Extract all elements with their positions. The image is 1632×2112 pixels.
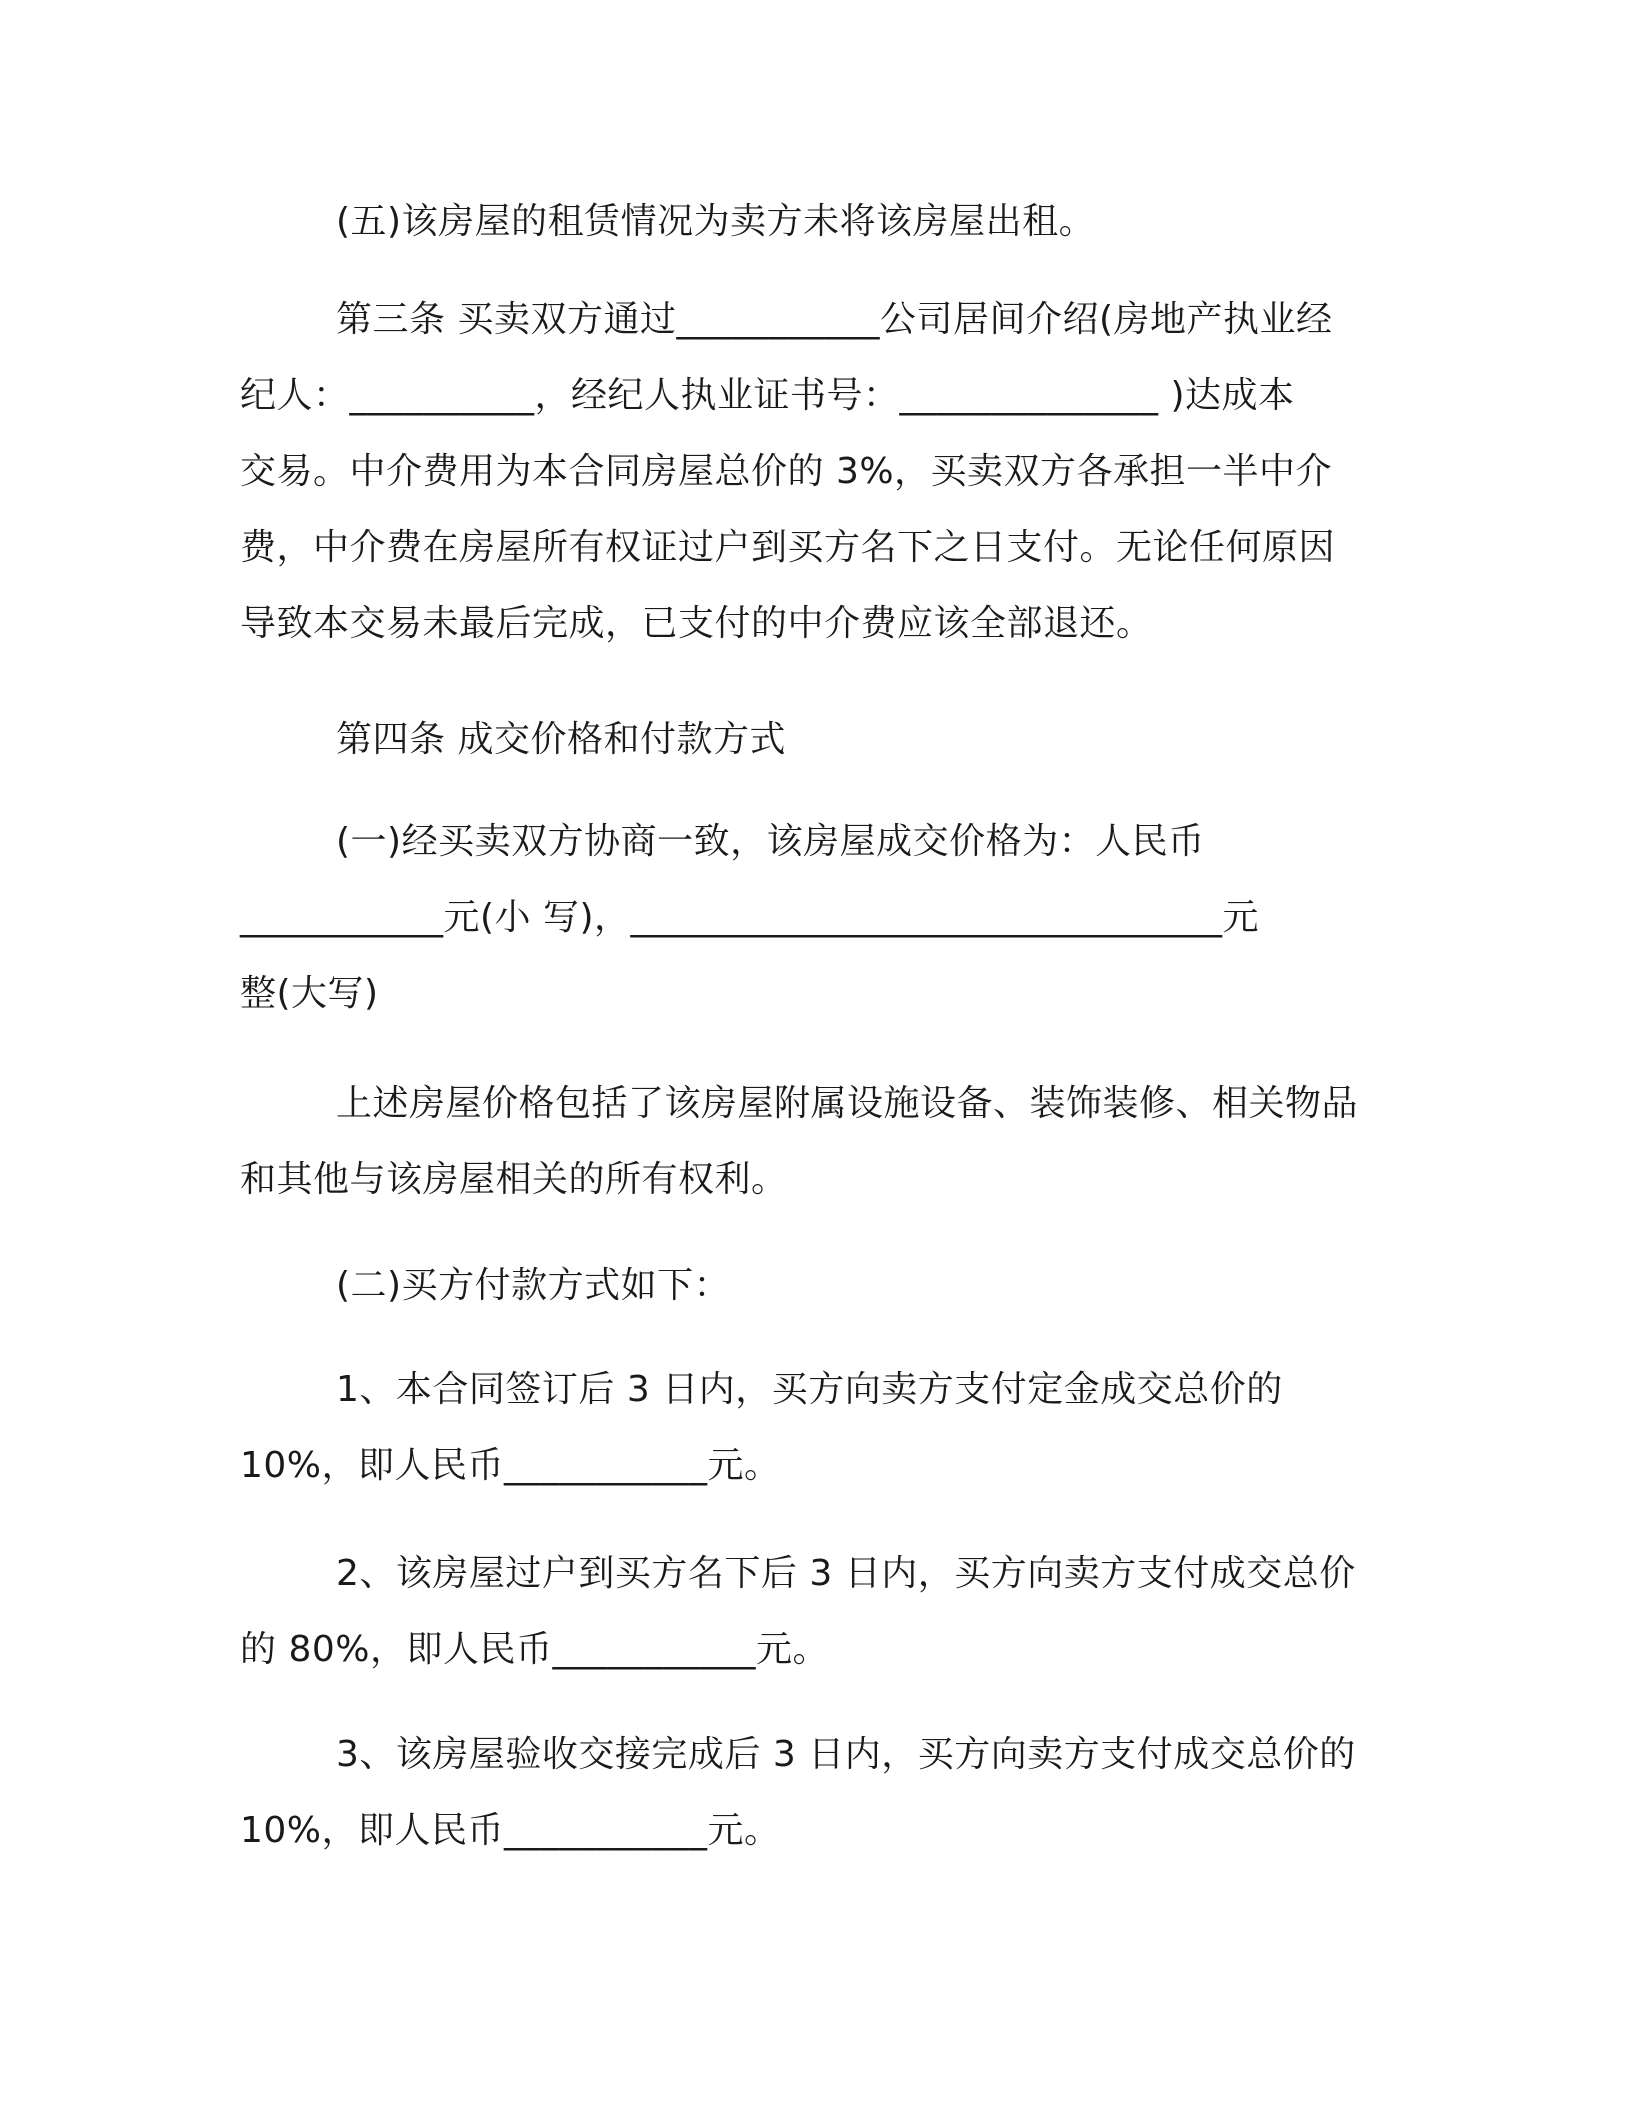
text-line: (二)买方付款方式如下： (336, 1265, 731, 1306)
paragraph-payment-3 (240, 1717, 1390, 1869)
text-line: 2、该房屋过户到买方名下后 3 日内，买方向卖方支付成交总价 (336, 1553, 1356, 1594)
text-line: 和其他与该房屋相关的所有权利。 (240, 1159, 788, 1200)
text-line: 第四条 成交价格和付款方式 (336, 719, 786, 760)
paragraph-price-includes (240, 1066, 1390, 1218)
paragraph-lease-status (240, 184, 1390, 260)
paragraph-payment-1 (240, 1352, 1390, 1504)
paragraph-payment-2 (240, 1536, 1390, 1688)
text-line: 3、该房屋验收交接完成后 3 日内，买方向卖方支付成交总价的 (336, 1734, 1356, 1775)
text-line: 10%，即人民币___________元。 (240, 1810, 781, 1851)
text-line: 1、本合同签订后 3 日内，买方向卖方支付定金成交总价的 (336, 1369, 1283, 1410)
paragraph-article-3 (240, 282, 1390, 662)
text-line: (五)该房屋的租赁情况为卖方未将该房屋出租。 (336, 201, 1096, 242)
text-line: 纪人：__________，经纪人执业证书号：______________ )达成本 (240, 375, 1295, 416)
text-line: 10%，即人民币___________元。 (240, 1445, 781, 1486)
text-line: 导致本交易未最后完成，已支付的中介费应该全部退还。 (240, 603, 1153, 644)
text-line: 的 80%，即人民币___________元。 (240, 1629, 829, 1670)
paragraph-price (240, 804, 1390, 1032)
paragraph-payment-heading (240, 1248, 1390, 1324)
text-line: 整(大写) (240, 973, 379, 1014)
text-line: 第三条 买卖双方通过___________公司居间介绍(房地产执业经 (336, 299, 1333, 340)
text-line: 交易。中介费用为本合同房屋总价的 3%，买卖双方各承担一半中介 (240, 451, 1333, 492)
text-line: ___________元(小 写)，________________________________元 (240, 897, 1260, 938)
text-line: (一)经买卖双方协商一致，该房屋成交价格为：人民币 (336, 821, 1205, 862)
text-line: 费，中介费在房屋所有权证过户到买方名下之日支付。无论任何原因 (240, 527, 1336, 568)
text-line: 上述房屋价格包括了该房屋附属设施设备、装饰装修、相关物品 (336, 1083, 1359, 1124)
paragraph-article-4-heading (240, 702, 1390, 778)
